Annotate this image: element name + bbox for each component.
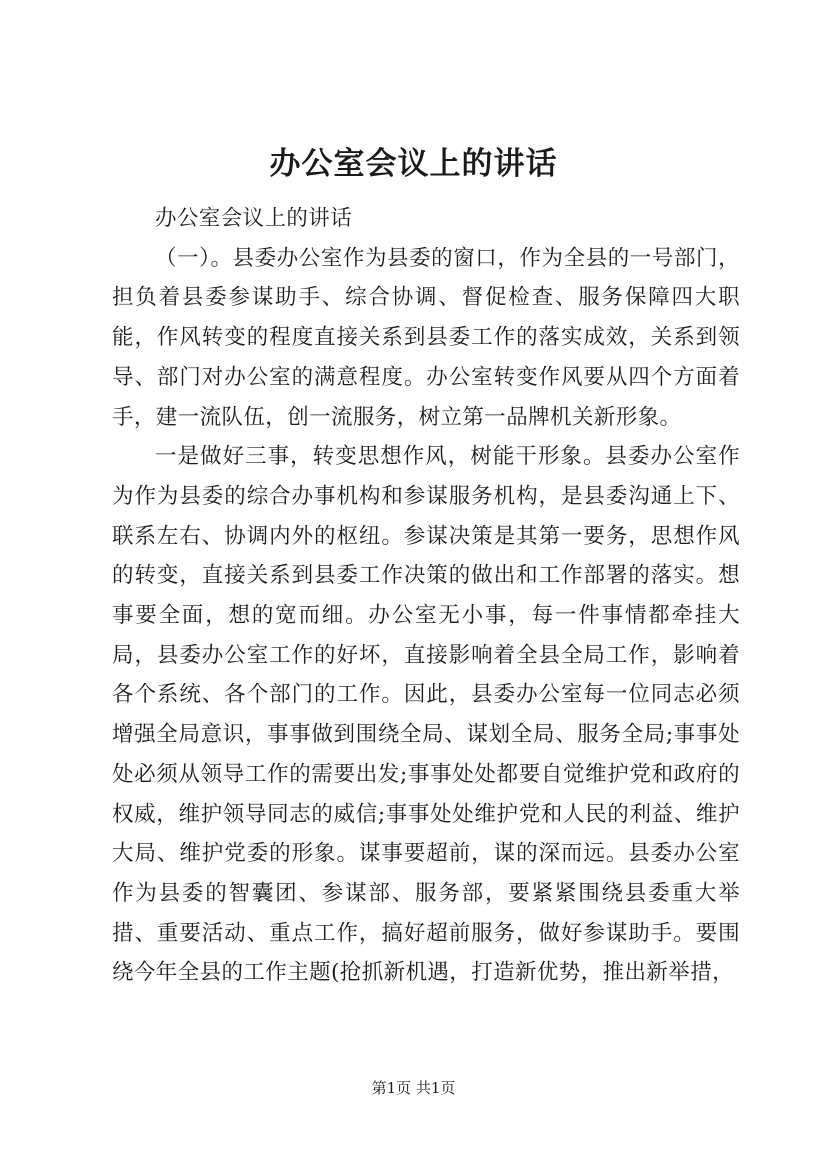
page-footer: 第1页 共1页 [371, 1079, 456, 1097]
document-body [112, 199, 740, 993]
body-paragraph: 一是做好三事，转变思想作风，树能干形象。县委办公室作为作为县委的综合办事机构和参谋服务机构，是县委沟通上下、联系左右、协调内外的枢纽。参谋决策是其第一要务，思想作风的转变，直接关系到县委工作决策的做出和工作部署的落实。想事要全面，想的宽而细。办公室无小事，每一件事情都牵挂大局，县委办公室工作的好坏，直接影响着全县全局工作，影响着各个系统、各个部门的工作。因此，县委办公室每一位同志必须增强全局意识，事事做到围绕全局、谋划全局、服务全局;事事处处必须从领导工作的需要出发;事事处处都要自觉维护党和政府的权威，维护领导同志的威信;事事处处维护党和人民的利益、维护大局、维护党委的形象。谋事要超前，谋的深而远。县委办公室作为县委的智囊团、参谋部、服务部，要紧紧围绕县委重大举措、重要活动、重点工作，搞好超前服务，做好参谋助手。要围绕今年全县的工作主题(抢抓新机遇，打造新优势，推出新举措， [112, 444, 740, 986]
document-title: 办公室会议上的讲话 [269, 146, 558, 182]
subtitle-paragraph: 办公室会议上的讲话 [155, 206, 353, 231]
body-paragraph: （一）。县委办公室作为县委的窗口，作为全县的一号部门，担负着县委参谋助手、综合协调、督促检查、服务保障四大职能，作风转变的程度直接关系到县委工作的落实成效，关系到领导、部门对办公室的满意程度。办公室转变作风要从四个方面着手，建一流队伍，创一流服务，树立第一品牌机关新形象。 [112, 245, 740, 430]
